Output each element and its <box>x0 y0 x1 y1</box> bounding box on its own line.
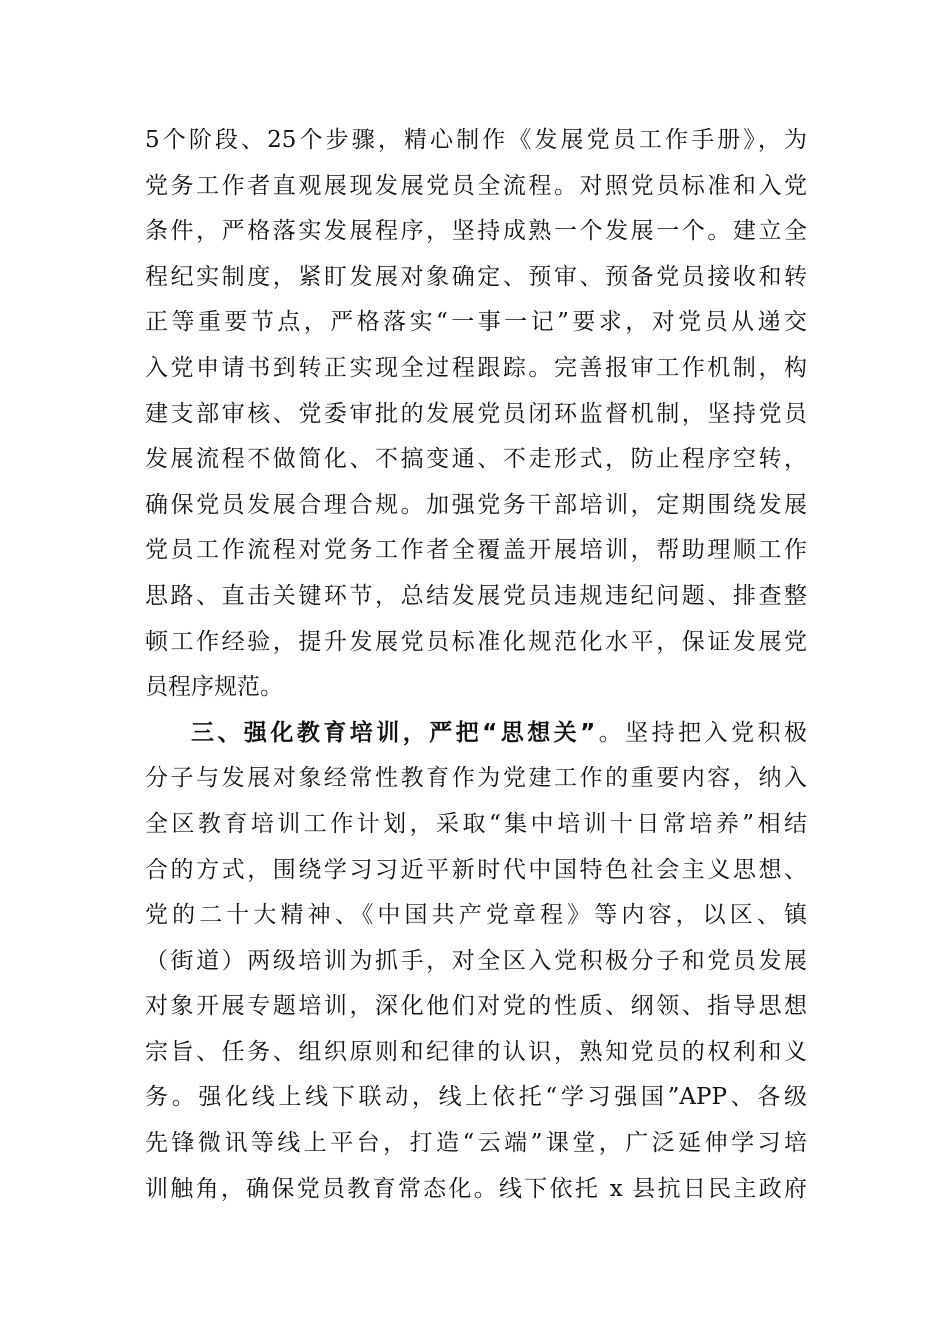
paragraph-line: 入党申请书到转正实现全过程跟踪。完善报审工作机制，构 <box>145 354 807 381</box>
paragraph-line: 思路、直击关键环节，总结发展党员违规违纪问题、排查整 <box>145 582 807 609</box>
paragraph-line: 分子与发展对象经常性教育作为党建工作的重要内容，纳入 <box>145 765 807 792</box>
paragraph-line: 宗旨、任务、组织原则和纪律的认识，熟知党员的权利和义 <box>145 1038 807 1065</box>
paragraph-line: 顿工作经验，提升发展党员标准化规范化水平，保证发展党 <box>145 628 807 655</box>
paragraph-line: 党的二十大精神、《中国共产党章程》等内容，以区、镇 <box>145 902 807 929</box>
paragraph-line: 合的方式，围绕学习习近平新时代中国特色社会主义思想、 <box>145 856 807 883</box>
paragraph-line: 5个阶段、25个步骤，精心制作《发展党员工作手册》，为 <box>145 127 807 153</box>
paragraph-line: （街道）两级培训为抓手，对全区入党积极分子和党员发展 <box>145 947 807 974</box>
paragraph-line: 训触角，确保党员教育常态化。线下依托 x 县抗日民主政府 <box>145 1175 807 1202</box>
paragraph-line: 党员工作流程对党务工作者全覆盖开展培训，帮助理顺工作 <box>145 537 807 564</box>
paragraph-line: 条件，严格落实发展程序，坚持成熟一个发展一个。建立全 <box>145 218 807 245</box>
section-heading: 三、强化教育培训，严把“思想关” <box>191 719 596 746</box>
paragraph-line: 确保党员发展合理合规。加强党务干部培训，定期围绕发展 <box>145 491 807 518</box>
section-heading-continuation: 。坚持把入党积极 <box>595 719 807 746</box>
paragraph-line: 务。强化线上线下联动，线上依托“学习强国”APP、各级 <box>145 1084 807 1111</box>
paragraph-line: 对象开展专题培训，深化他们对党的性质、纲领、指导思想 <box>145 993 807 1020</box>
paragraph-line: 建支部审核、党委审批的发展党员闭环监督机制，坚持党员 <box>145 400 807 427</box>
paragraph-line: 程纪实制度，紧盯发展对象确定、预审、预备党员接收和转 <box>145 263 807 290</box>
body-text <box>145 118 807 1212</box>
section-heading-line <box>145 711 807 757</box>
paragraph-line: 党务工作者直观展现发展党员全流程。对照党员标准和入党 <box>145 172 807 199</box>
paragraph-line: 全区教育培训工作计划，采取“集中培训十日常培养”相结 <box>145 810 807 837</box>
paragraph-line: 正等重要节点，严格落实“一事一记”要求，对党员从递交 <box>145 309 807 336</box>
paragraph-line: 员程序规范。 <box>145 674 283 701</box>
paragraph-line: 发展流程不做简化、不搞变通、不走形式，防止程序空转， <box>145 446 807 473</box>
paragraph-line: 先锋微讯等线上平台，打造“云端”课堂，广泛延伸学习培 <box>145 1130 807 1157</box>
